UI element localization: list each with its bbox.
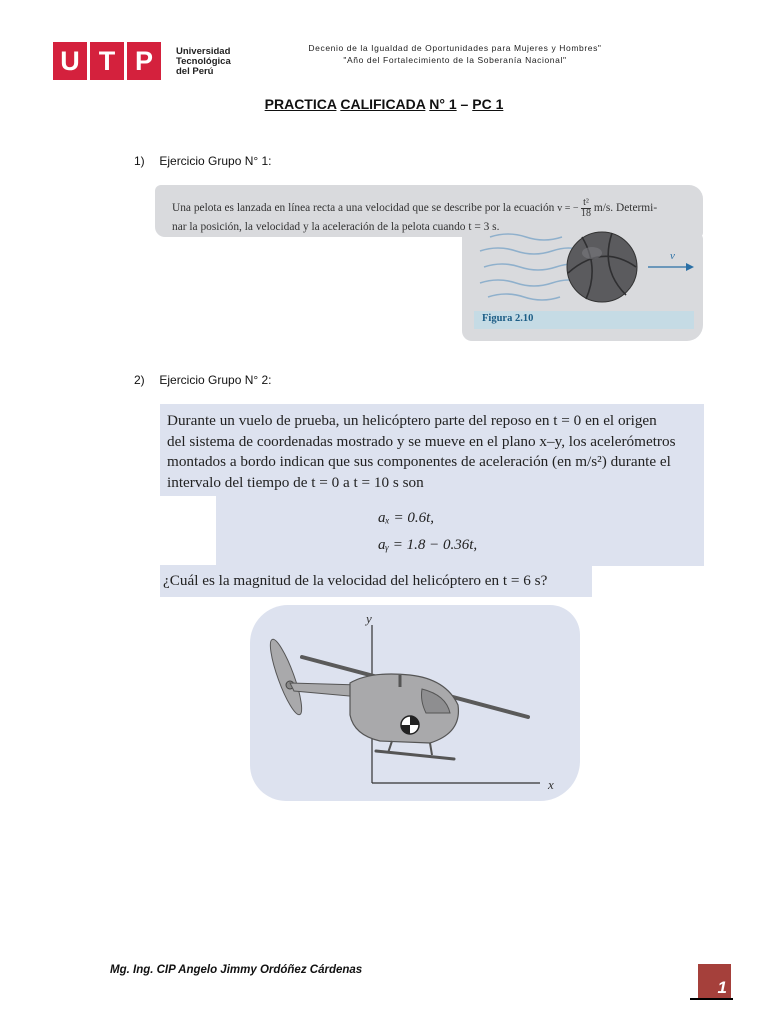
logo-letter-p: P (127, 42, 161, 80)
page-title (0, 96, 768, 112)
exercise-2-line-3: montados a bordo indican que sus componentes de aceleración (en m/s²) durante el (167, 453, 671, 470)
equation-ax: aₓ = 0.6t, (378, 510, 435, 526)
exercise-1-label: Ejercicio Grupo N° 1: (159, 154, 272, 168)
header-year-line: "Año del Fortalecimiento de la Soberanía Nacional" (343, 55, 567, 65)
exercise-2-label: Ejercicio Grupo N° 2: (159, 373, 272, 387)
exercise-1-eq-v: v = − (557, 202, 579, 214)
axis-x-label: x (548, 777, 554, 792)
velocity-arrow-label: v (670, 250, 675, 262)
title-word-4: PC 1 (472, 96, 504, 112)
exercise-1-eq-num: t² (581, 198, 591, 209)
logo-letter-t: T (90, 42, 124, 80)
title-word-3: N° 1 (429, 96, 457, 112)
page-number-badge: 1 (698, 964, 731, 998)
footer-author: Mg. Ing. CIP Angelo Jimmy Ordóñez Cárdenas (110, 964, 363, 976)
exercise-2-statement (167, 411, 707, 493)
header-decade-line: Decenio de la Igualdad de Oportunidades para Mujeres y Hombres" (308, 43, 602, 53)
equation-ay: aᵧ = 1.8 − 0.36t, (378, 537, 478, 553)
exercise-1-heading (134, 154, 272, 168)
title-dash: – (456, 96, 473, 112)
title-word-2: CALIFICADA (340, 96, 426, 112)
logo-line-2: Tecnológica (176, 56, 231, 67)
logo-wordmark (176, 47, 231, 77)
figure-caption-bar (474, 311, 694, 329)
exercise-1-text-a: Una pelota es lanzada en línea recta a una velocidad que se describe por la ecuación (172, 202, 555, 215)
title-word-1: PRACTICA (264, 96, 337, 112)
exercise-2-question: ¿Cuál es la magnitud de la velocidad del helicóptero en t = 6 s? (163, 572, 548, 589)
exercise-1-text-b: m/s. Determi- (593, 202, 658, 215)
exercise-2-line-1: Durante un vuelo de prueba, un helicóptero parte del reposo en t = 0 en el origen (167, 412, 657, 429)
exercise-1-text-c: nar la posición, la velocidad y la aceleración de la pelota cuando t = 3 s. (172, 221, 500, 233)
helicopter-icon (265, 637, 528, 759)
exercise-2-line-2: del sistema de coordenadas mostrado y se mueve en el plano x–y, los acelerómetros (167, 432, 676, 450)
logo-line-3: del Perú (176, 66, 214, 77)
logo-line-1: Universidad (176, 46, 231, 57)
velocity-arrow-icon (648, 263, 694, 271)
exercise-2-line-4: intervalo del tiempo de t = 0 a t = 10 s son (167, 473, 424, 491)
exercise-1-number: 1) (134, 154, 145, 168)
axis-y-label: y (366, 611, 372, 626)
basketball-icon (567, 232, 637, 302)
figure-caption: Figura 2.10 (482, 313, 534, 324)
exercise-2-heading (134, 373, 272, 387)
exercise-2-number: 2) (134, 373, 145, 387)
exercise-2-scan-middle (216, 494, 704, 566)
page-number-underline (690, 998, 733, 1000)
exercise-1-eq-den: 18 (580, 208, 591, 219)
ball-figure (462, 225, 702, 315)
helicopter-figure (250, 605, 580, 801)
logo-letter-u: U (53, 42, 87, 80)
